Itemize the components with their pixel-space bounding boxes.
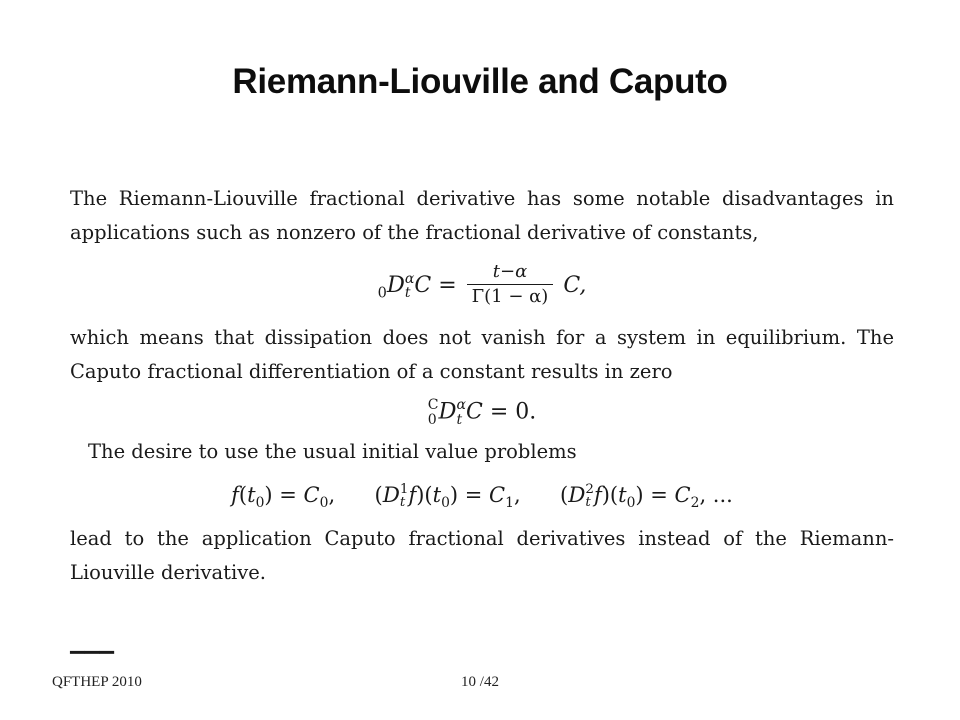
equation-1-indices: α t	[404, 270, 415, 302]
equation-1-tail: C,	[563, 273, 587, 299]
footer-page-number: 10 /42	[461, 674, 499, 690]
equation-2-rhs: 0.	[515, 399, 537, 425]
equation-2-indices: α t	[456, 397, 466, 428]
equation-1	[58, 263, 906, 309]
equation-2	[58, 398, 906, 427]
equation-2-left-indices: C 0	[427, 397, 439, 428]
equation-2-equals: =	[489, 399, 509, 425]
equation-1-numerator: t−α	[492, 261, 528, 283]
equation-3-term-2: (D 1 t $f)(t_0) = C_1$,	[374, 481, 521, 511]
paragraph-1: The Riemann-Liouville fractional derivative has some notable disadvantages in applications such as nonzero of the fractional derivative of constants,	[70, 187, 894, 244]
equation-1-presub: 0	[377, 285, 387, 302]
equation-1-arg: C	[414, 273, 432, 299]
paragraph-4: lead to the application Caputo fractional derivatives instead of the Riemann-Liouville derivative.	[70, 526, 894, 584]
equation-1-fraction	[467, 262, 554, 308]
equation-2-operator: D	[438, 398, 457, 425]
equation-3-term-3: (D 2 t $f)(t_0) = C_2$, ...	[560, 481, 733, 511]
equation-3	[58, 483, 906, 510]
equation-2-arg: C	[466, 399, 483, 425]
equation-3-term-1: $f(t_0) = C_0$,	[231, 482, 336, 511]
equation-1-denominator: Γ(1 − α)	[467, 284, 554, 309]
footer-conference-label: QFTHEP 2010	[52, 674, 142, 690]
equation-1-operator: D	[386, 272, 405, 299]
paragraph-3: The desire to use the usual initial value problems	[88, 440, 577, 464]
paragraph-2: which means that dissipation does not vanish for a system in equilibrium. The Caputo fractional differentiation of a constant results in zero	[70, 326, 894, 383]
clipped-text-fragment: ▁▁▁	[70, 632, 114, 654]
page-title: Riemann-Liouville and Caputo	[232, 62, 728, 101]
equation-1-equals: =	[438, 273, 457, 299]
slide-content-image	[58, 168, 906, 654]
